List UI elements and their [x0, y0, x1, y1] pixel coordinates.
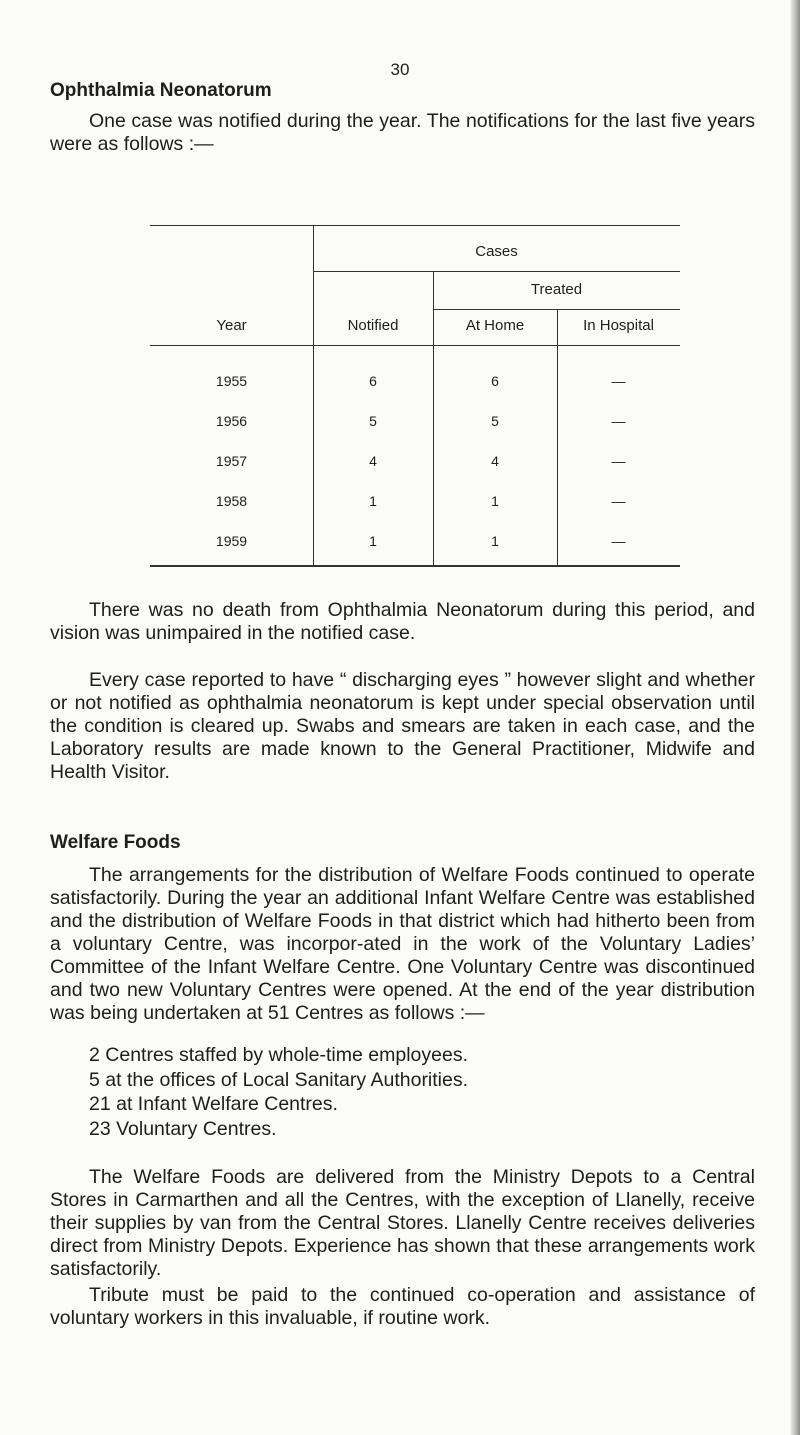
cell-in-hospital: — [611, 373, 626, 389]
cell-notified: 4 [369, 453, 377, 469]
cell-in-hospital: — [611, 413, 626, 429]
no-death-text: There was no death from Ophthalmia Neonatorum during this period, and vision was unimpaired in the notified case. [50, 599, 755, 644]
cell-year: 1956 [215, 413, 248, 429]
heading-welfare-foods: Welfare Foods [50, 832, 181, 853]
list-item: 5 at the offices of Local Sanitary Authorities. [89, 1068, 469, 1091]
list-item: 2 Centres staffed by whole-time employees. [89, 1044, 468, 1066]
list-item: 21 at Infant Welfare Centres. [89, 1093, 338, 1115]
cell-at-home: 4 [491, 453, 499, 469]
header-year: Year [216, 317, 247, 334]
heading-ophthalmia-neonatorum: Ophthalmia Neonatorum [50, 80, 272, 101]
discharging-eyes-text: Every case reported to have “ discharging eyes ” however slight and whether or not notified as ophthalmia neonatorum is kept under special observation until the condition is cleared up. Swabs and smears are taken in each case, and the Laboratory results are made known to the General Practitioner, Midwife and Health Visitor. [50, 669, 755, 783]
cell-in-hospital: — [611, 533, 626, 549]
cell-at-home: 5 [491, 413, 499, 429]
intro-text: One case was notified during the year. The notifications for the last five years were as follows :— [50, 110, 755, 155]
cell-year: 1957 [215, 453, 248, 469]
cell-at-home: 6 [491, 373, 499, 389]
page-number: 30 [390, 60, 410, 79]
cell-notified: 1 [369, 493, 377, 509]
cell-notified: 6 [369, 373, 377, 389]
welfare-arrangements-paragraph [50, 864, 755, 1025]
list-item: 23 Voluntary Centres. [89, 1117, 277, 1140]
cell-year: 1955 [215, 373, 248, 389]
table-top-rule [150, 225, 680, 226]
discharging-eyes-paragraph [50, 669, 755, 784]
cell-in-hospital: — [611, 493, 626, 509]
header-treated: Treated [530, 281, 583, 298]
divider-year-notified [313, 225, 314, 565]
cell-notified: 1 [369, 533, 377, 549]
cell-year: 1958 [215, 493, 248, 509]
cell-in-hospital: — [611, 453, 626, 469]
tribute-paragraph [50, 1284, 755, 1330]
header-in-hospital: In Hospital [583, 317, 654, 334]
no-death-paragraph [50, 599, 755, 645]
header-cases: Cases [475, 243, 518, 260]
header-notified: Notified [347, 317, 399, 334]
cell-at-home: 1 [491, 493, 499, 509]
centres-list [89, 1043, 468, 1141]
cell-notified: 5 [369, 413, 377, 429]
page-edge-shadow [790, 0, 800, 1435]
cases-rule [313, 271, 680, 272]
delivery-text: The Welfare Foods are delivered from the Ministry Depots to a Central Stores in Carmarthen and all the Centres, with the exception of Llanelly, receive their supplies by van from the Central Stores. Llanelly Centre receives deliveries direct from Ministry Depots. Experience has shown that these arrangements work satisfactorily. [50, 1166, 755, 1280]
header-at-home: At Home [465, 317, 525, 334]
divider-home-hospital [557, 309, 558, 565]
cell-year: 1959 [215, 533, 248, 549]
delivery-paragraph [50, 1166, 755, 1281]
cell-at-home: 1 [491, 533, 499, 549]
header-bottom-rule [150, 345, 680, 346]
tribute-text: Tribute must be paid to the continued co-operation and assistance of voluntary workers in this invaluable, if routine work. [50, 1284, 755, 1329]
table-bottom-rule [150, 565, 680, 567]
notifications-table [0, 0, 800, 600]
welfare-arrangements-text: The arrangements for the distribution of Welfare Foods continued to operate satisfactorily. During the year an additional Infant Welfare Centre was established and the distribution of Welfare Foods in that district which had hitherto been from a voluntary Centre, was incorpor-ated in the work of the Voluntary Ladies’ Committee of the Infant Welfare Centre. One Voluntary Centre was discontinued and two new Voluntary Centres were opened. At the end of the year distribution was being undertaken at 51 Centres as follows :— [50, 864, 755, 1024]
